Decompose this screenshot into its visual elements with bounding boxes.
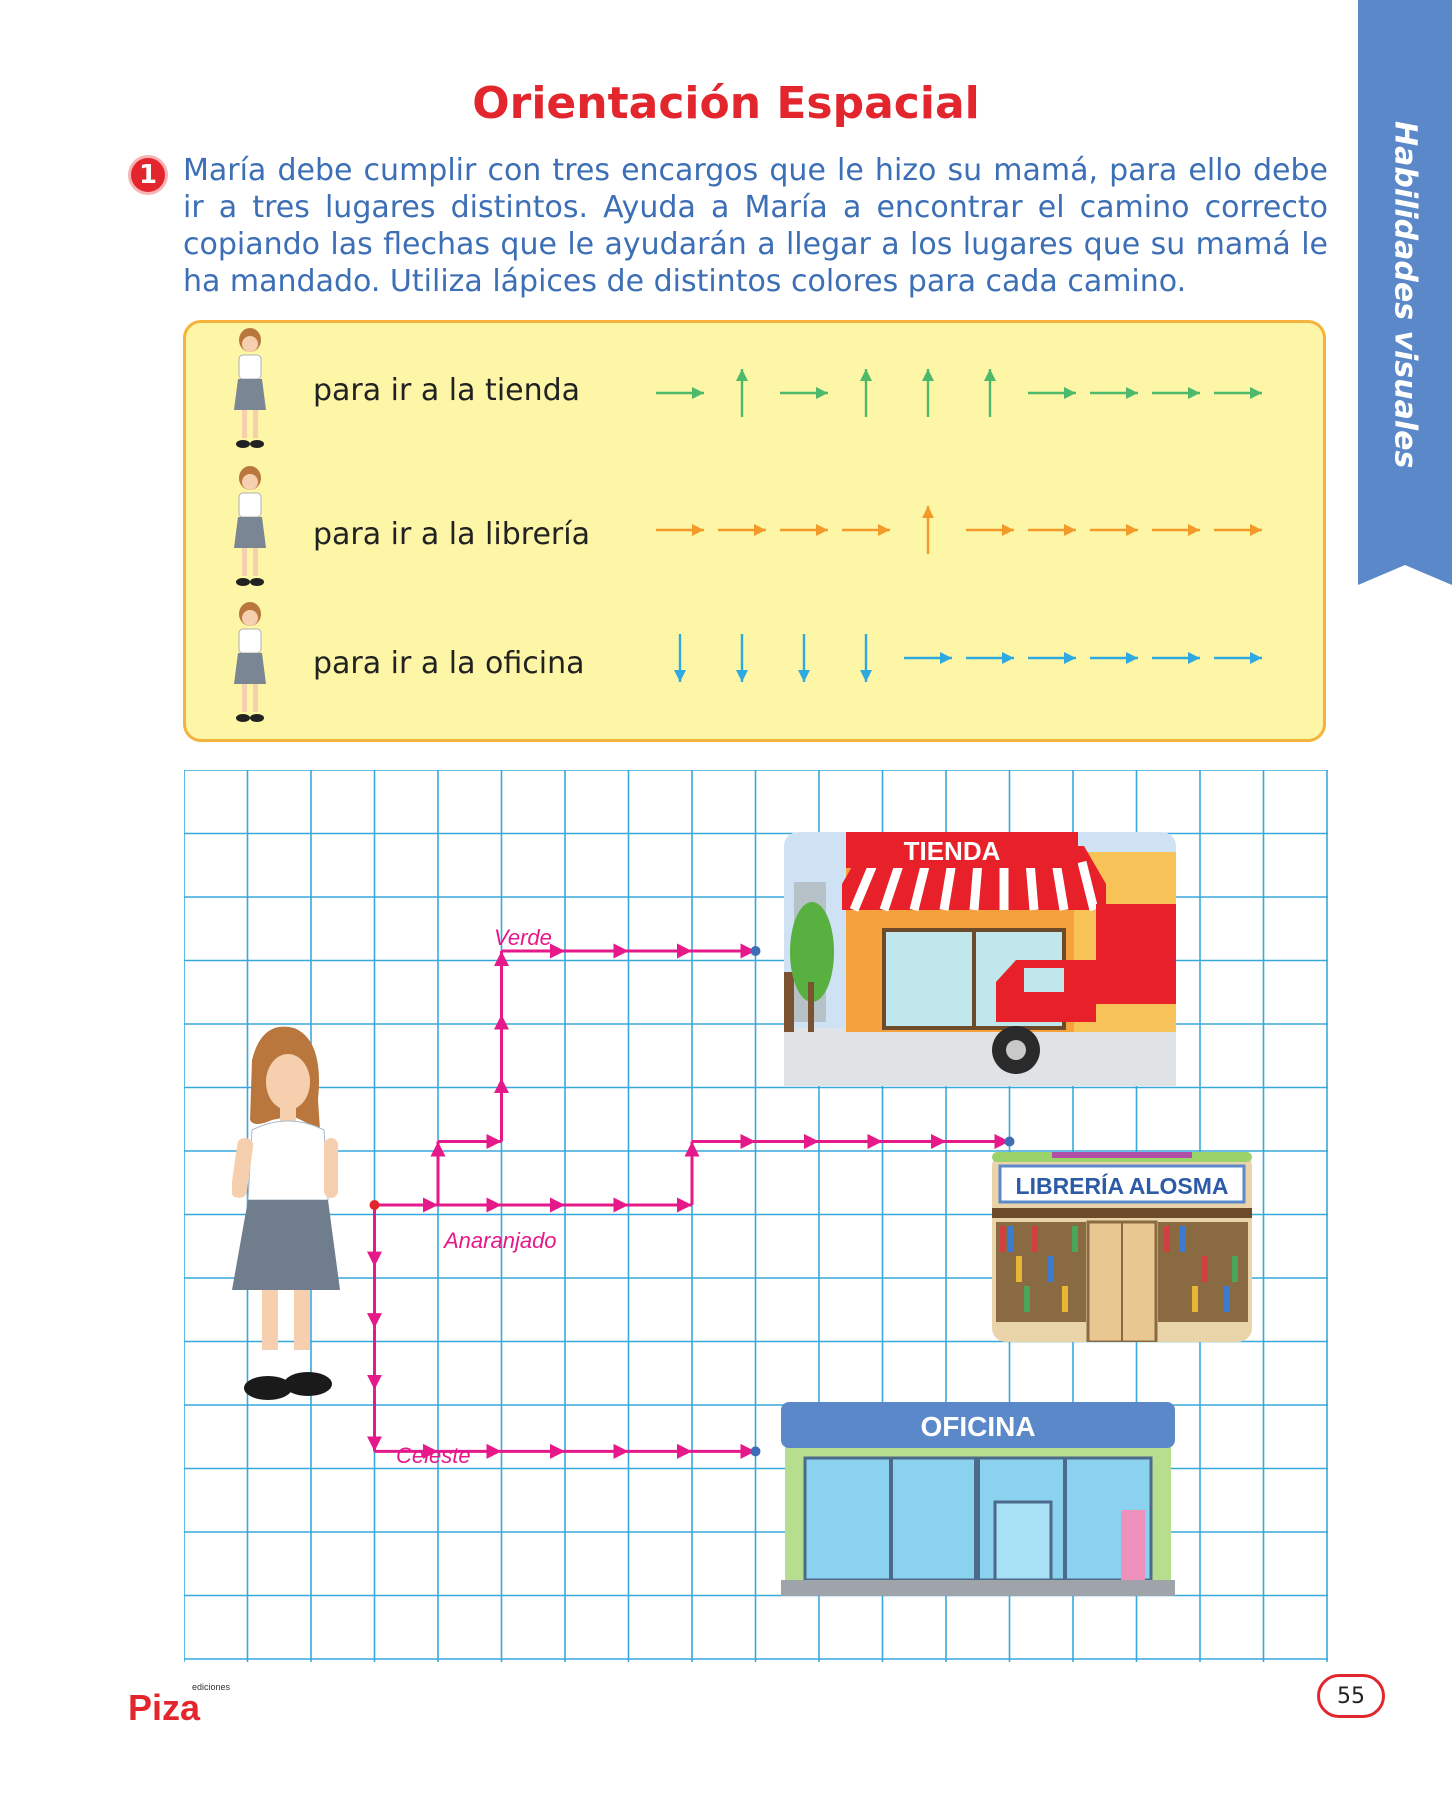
- piza-logo: [126, 1680, 236, 1724]
- girl-icon-3: [228, 602, 272, 732]
- key-arrow-sequences: [650, 350, 1290, 690]
- exercise-instruction: María debe cumplir con tres encargos que le hizo su mamá, para ello debe ir a tres lugares distintos. Ayuda a María a encontrar el camino correcto copiando las flechas que le ayudarán a llegar a los lugares que su mamá le ha mandado. Utiliza lápices de distintos colores para cada camino.: [183, 153, 1328, 299]
- key-label-tienda: para ir a la tienda: [313, 373, 581, 408]
- path-label-anaranjado: Anaranjado: [444, 1228, 557, 1253]
- page-title: Orientación Espacial: [472, 78, 980, 129]
- logo-ediciones: ediciones: [191, 1682, 230, 1692]
- page-number: 55: [1317, 1674, 1385, 1718]
- logo-piza: Piza: [128, 1687, 201, 1724]
- path-label-celeste: Celeste: [396, 1443, 471, 1468]
- oficina-sign-text: OFICINA: [920, 1411, 1036, 1442]
- start-dot: [370, 1200, 380, 1210]
- tienda-sign-text: TIENDA: [903, 836, 1001, 866]
- end-dot-tienda: [751, 946, 761, 956]
- key-label-oficina: para ir a la oficina: [313, 646, 585, 681]
- end-dot-oficina: [751, 1446, 761, 1456]
- side-tab-label: Habilidades visuales: [1387, 121, 1423, 469]
- end-dot-libreria: [1005, 1136, 1015, 1146]
- libreria-sign-text: LIBRERÍA ALOSMA: [1015, 1173, 1229, 1199]
- tienda-building: [784, 832, 1176, 1086]
- libreria-building: [992, 1152, 1252, 1342]
- key-label-libreria: para ir a la librería: [313, 517, 590, 552]
- girl-icon-2: [228, 466, 272, 596]
- maria-illustration: [232, 1020, 344, 1410]
- girl-icon-1: [228, 328, 272, 458]
- path-label-verde: Verde: [494, 925, 552, 950]
- side-tab[interactable]: [1368, 120, 1442, 470]
- exercise-number-badge: 1: [128, 155, 168, 195]
- oficina-building: [781, 1402, 1175, 1596]
